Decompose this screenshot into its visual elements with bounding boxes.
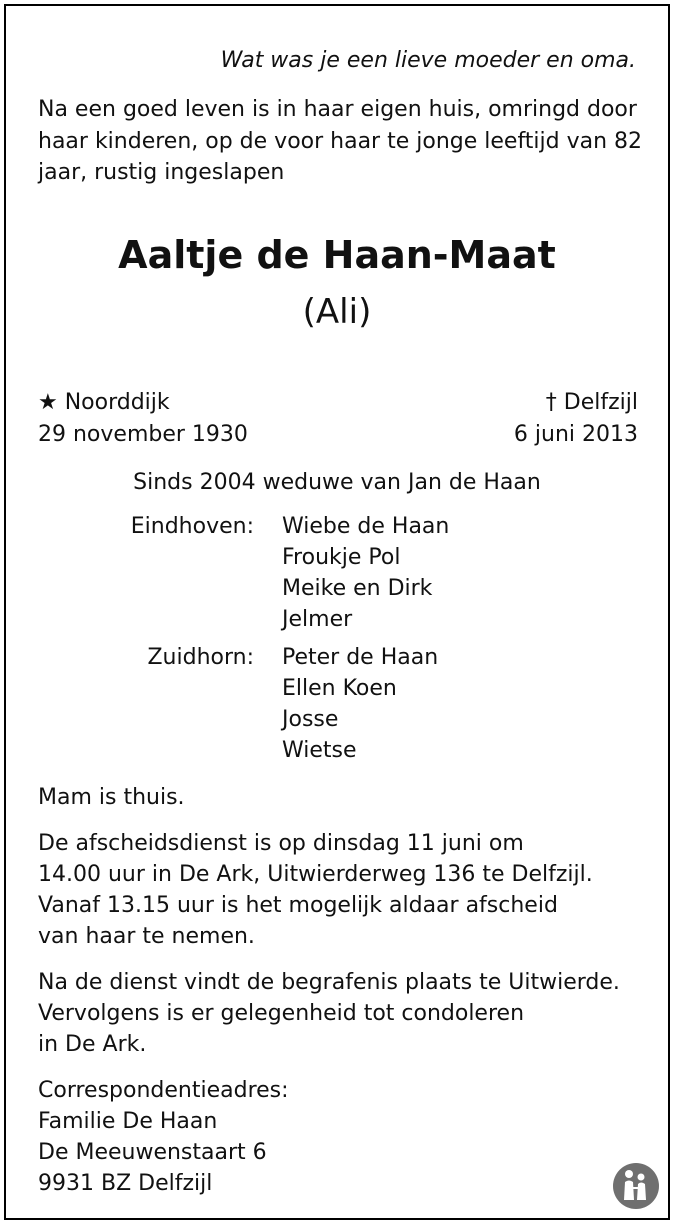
- motto: Wat was je een lieve moeder en oma.: [220, 48, 636, 73]
- burial-line: Vervolgens is er gelegenheid tot condoleren: [38, 1001, 525, 1026]
- intro-text: Na een goed leven is in haar eigen huis, omringd door haar kinderen, op de voor haar te jonge leeftijd van 82 jaar, rustig ingeslapen: [38, 97, 643, 185]
- burial-line: in De Ark.: [38, 1032, 147, 1057]
- family-member: Ellen Koen: [282, 676, 397, 701]
- birth-place: ★ Noorddijk: [38, 390, 170, 415]
- deceased-name: Aaltje de Haan-Maat: [118, 233, 556, 277]
- death-date: 6 juni 2013: [513, 422, 638, 447]
- family-member: Wiebe de Haan: [282, 514, 450, 539]
- address-heading: Correspondentieadres:: [38, 1078, 289, 1103]
- address-line: Familie De Haan: [38, 1109, 218, 1134]
- birth-date: 29 november 1930: [38, 422, 248, 447]
- service-line: van haar te nemen.: [38, 924, 255, 949]
- family-member: Peter de Haan: [282, 645, 439, 670]
- family-member: Meike en Dirk: [282, 576, 433, 601]
- address-line: De Meeuwenstaart 6: [38, 1140, 267, 1165]
- death-place: † Delfzijl: [545, 390, 638, 415]
- family-member: Froukje Pol: [282, 545, 401, 570]
- service-line: 14.00 uur in De Ark, Uitwierderweg 136 te Delfzijl.: [38, 862, 593, 887]
- nickname: (Ali): [302, 292, 372, 332]
- home-line: Mam is thuis.: [38, 785, 185, 810]
- service-line: Vanaf 13.15 uur is het mogelijk aldaar afscheid: [38, 893, 558, 918]
- family-member: Wietse: [282, 738, 357, 763]
- widow-line: Sinds 2004 weduwe van Jan de Haan: [133, 470, 541, 495]
- family-member: Josse: [282, 707, 339, 732]
- address-line: 9931 BZ Delfzijl: [38, 1171, 213, 1196]
- family-member: Jelmer: [282, 607, 353, 632]
- service-line: De afscheidsdienst is op dinsdag 11 juni om: [38, 831, 524, 856]
- family-place-zuidhorn: Zuidhorn:: [147, 645, 254, 670]
- family-place-eindhoven: Eindhoven:: [130, 514, 254, 539]
- family-figures-logo-icon: [612, 1162, 660, 1210]
- obituary-notice: [4, 4, 670, 1220]
- burial-line: Na de dienst vindt de begrafenis plaats te Uitwierde.: [38, 970, 620, 995]
